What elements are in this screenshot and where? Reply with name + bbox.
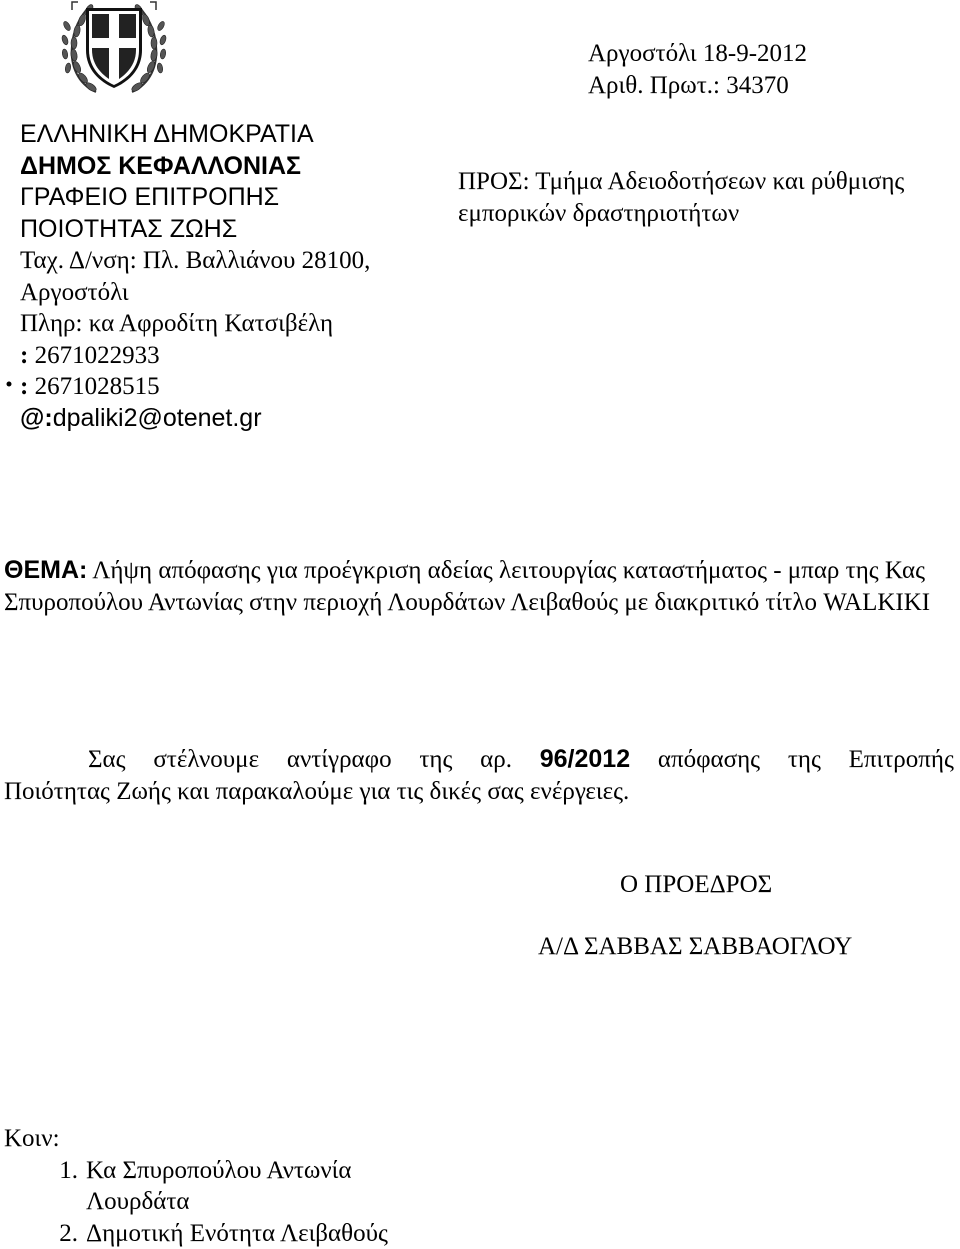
letter-body <box>4 744 954 807</box>
recipient-line: ΠΡΟΣ: Τμήμα Αδειοδοτήσεων και ρύθμισης <box>458 166 958 198</box>
body-word: στέλνουμε <box>153 744 259 776</box>
org-line: ΔΗΜΟΣ ΚΕΦΑΛΛΟΝΙΑΣ <box>20 151 440 183</box>
body-word: αντίγραφο <box>287 744 392 776</box>
org-line: ΕΛΛΗΝΙΚΗ ΔΗΜΟΚΡΑΤΙΑ <box>20 119 440 151</box>
fax-value: 2671028515 <box>35 373 160 400</box>
contact-person: Πληρ: κα Αφροδίτη Κατσιβέλη <box>20 308 440 340</box>
body-word: απόφασης <box>658 744 760 776</box>
phone-line <box>20 340 440 372</box>
email-label: @: <box>20 404 53 432</box>
place-date: Αργοστόλι 18-9-2012 <box>588 38 807 70</box>
subject-text: Λήψη απόφασης για προέγκριση αδείας λειτουργίας καταστήματος - μπαρ της Κας Σπυροπούλου Αντωνίας στην περιοχή Λουρδάτων Λειβαθούς με διακριτικό τίτλο WALKIKI <box>4 557 930 616</box>
cc-item-number: 1. <box>4 1155 86 1218</box>
body-line-1 <box>4 744 954 776</box>
cc-item-line: Λουρδάτα <box>86 1186 586 1218</box>
fax-line <box>20 371 440 403</box>
cc-item-text <box>86 1155 586 1218</box>
phone-value: 2671022933 <box>35 342 160 369</box>
body-word: Επιτροπής <box>849 744 954 776</box>
cc-label: Κοιν: <box>4 1123 604 1155</box>
cc-item <box>4 1218 604 1249</box>
cc-block <box>4 1123 604 1249</box>
body-word: της <box>419 744 452 776</box>
org-line: ΠΟΙΟΤΗΤΑΣ ΖΩΗΣ <box>20 214 440 246</box>
cc-item-line: Κα Σπυροπούλου Αντωνία <box>86 1155 586 1187</box>
body-word: Σας <box>88 744 126 776</box>
email-value: dpaliki2@otenet.gr <box>53 404 262 432</box>
signature-title: Ο ΠΡΟΕΔΡΟΣ <box>620 869 772 901</box>
body-word: της <box>788 744 821 776</box>
recipient-block <box>458 166 958 229</box>
bullet-mark <box>6 364 12 396</box>
cc-item-line: Δημοτική Ενότητα Λειβαθούς <box>86 1218 586 1249</box>
date-block <box>588 38 807 101</box>
decision-number: 96/2012 <box>540 744 630 776</box>
org-line: ΓΡΑΦΕΙΟ ΕΠΙΤΡΟΠΗΣ <box>20 182 440 214</box>
fax-label: : <box>20 373 35 400</box>
protocol-number: Αριθ. Πρωτ.: 34370 <box>588 70 807 102</box>
subject-block <box>4 555 956 618</box>
phone-label: : <box>20 342 35 369</box>
sender-block <box>20 119 440 434</box>
coat-of-arms-icon <box>58 0 170 100</box>
signature-name: Α/Δ ΣΑΒΒΑΣ ΣΑΒΒΑΟΓΛΟΥ <box>538 931 852 963</box>
cc-item-text <box>86 1218 586 1249</box>
cc-item <box>4 1155 604 1218</box>
subject-label: ΘΕΜΑ: <box>4 556 87 584</box>
recipient-line: εμπορικών δραστηριοτήτων <box>458 198 958 230</box>
body-line-2: Ποιότητας Ζωής και παρακαλούμε για τις δικές σας ενέργειες. <box>4 776 954 808</box>
cc-item-number: 2. <box>4 1218 86 1249</box>
email-line <box>20 403 440 435</box>
body-word: αρ. <box>480 744 512 776</box>
address-line: Ταχ. Δ/νση: Πλ. Βαλλιάνου 28100, <box>20 245 440 277</box>
address-line: Αργοστόλι <box>20 277 440 309</box>
